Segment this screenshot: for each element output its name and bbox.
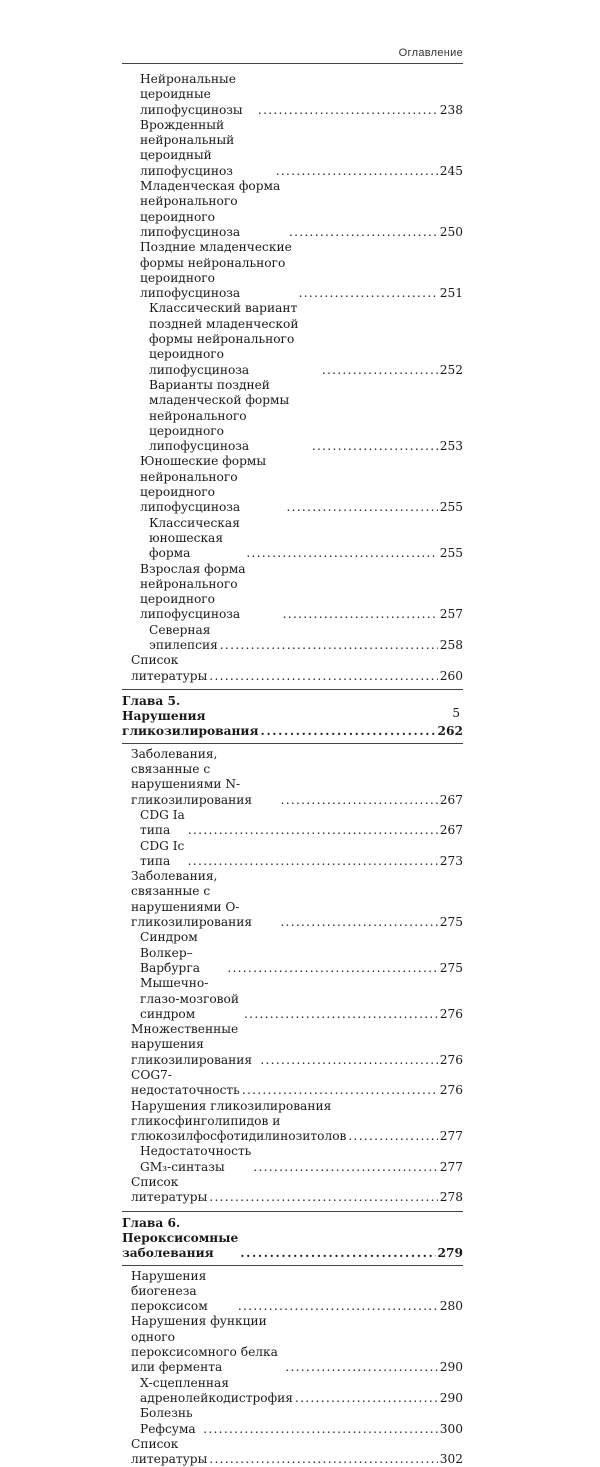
toc-entry-title: Х-сцепленная адренолейкодистрофия [140, 1375, 293, 1405]
toc-entry-page: 250 [439, 224, 463, 239]
toc-entry-title: Нарушения биогенеза пероксисом [131, 1268, 208, 1314]
toc-entry-title: Варианты поздней младенческой формы нейронального цероидного липофусциноза [149, 377, 290, 454]
dot-leader [260, 724, 435, 739]
running-header: Оглавление [398, 47, 463, 59]
dot-leader [209, 1452, 437, 1467]
toc-entry-title: Нарушения гликозилирования гликосфинголипидов и глюкозилфосфотидилинозитолов [131, 1098, 347, 1144]
dot-leader [289, 225, 438, 240]
toc-entry-page: 255 [439, 546, 463, 561]
dot-leader [283, 607, 438, 622]
toc-entry[interactable] [122, 516, 463, 562]
toc-entry-title: Синдром Волкер–Варбурга [140, 930, 200, 975]
toc-entry-page: 276 [439, 1052, 463, 1067]
toc-entry-page: 267 [439, 823, 463, 838]
toc-entry-page: 277 [439, 1129, 463, 1144]
dot-leader [322, 363, 438, 378]
toc-entry-page: 277 [439, 1159, 463, 1174]
toc-entry[interactable] [122, 930, 463, 976]
toc-entry-title: Заболевания, связанные с нарушениями О-гликозилирования [131, 869, 253, 930]
toc-entry-title: Младенческая форма нейронального цероидного липофусциноза [140, 179, 281, 239]
page-number: 5 [452, 706, 460, 720]
toc-entry-title: Взрослая форма нейронального цероидного липофусциноза [140, 561, 246, 622]
dot-leader [246, 546, 437, 561]
dot-leader [203, 1422, 438, 1437]
toc-entry[interactable] [122, 747, 463, 808]
dot-leader [285, 1360, 437, 1375]
toc-entry-title: Множественные нарушения гликозилирования [131, 1022, 253, 1067]
toc-entry-title: Глава 5. Нарушения гликозилирования [122, 693, 259, 739]
toc-entry-page: 262 [437, 724, 463, 739]
toc-entry-title: CDG Ic типа [140, 838, 185, 868]
toc-entry[interactable] [122, 118, 463, 179]
toc-entry-page: 302 [439, 1452, 463, 1467]
dot-leader [276, 164, 438, 179]
dot-leader [188, 854, 438, 869]
toc-entry-title: Северная эпилепсия [149, 622, 218, 652]
toc-entry-title: COG7-недостаточность [131, 1068, 240, 1098]
dot-leader [258, 103, 438, 118]
dot-leader [209, 669, 437, 684]
toc-entry-title: Врожденный нейрональный цероидный липофусциноз [140, 117, 235, 178]
dot-leader [280, 915, 437, 930]
toc-entry[interactable] [122, 240, 463, 301]
toc-entry-title: Болезнь Рефсума [140, 1406, 196, 1436]
dot-leader [295, 1391, 438, 1406]
dot-leader [281, 793, 438, 808]
toc-entry-page: 280 [439, 1299, 463, 1314]
toc-entry-page: 251 [439, 286, 463, 301]
toc-entry-page: 260 [439, 668, 463, 683]
toc-entry[interactable] [122, 1175, 463, 1206]
toc-entry[interactable] [122, 808, 463, 839]
chapter-separator [122, 1265, 463, 1266]
toc-entry[interactable] [122, 1022, 463, 1068]
toc-entry-page: 267 [439, 792, 463, 807]
dot-leader [286, 500, 437, 515]
toc-entry-title: Мышечно-глазо-мозговой синдром [140, 976, 240, 1021]
toc-entry-page: 276 [439, 1006, 463, 1021]
toc-entry[interactable] [122, 1406, 463, 1437]
dot-leader [188, 823, 438, 838]
toc-entry-page: 257 [439, 607, 463, 622]
toc-entry-page: 300 [439, 1421, 463, 1436]
toc-entry-page: 255 [439, 500, 463, 515]
dot-leader [240, 1246, 435, 1261]
dot-leader [244, 1007, 438, 1022]
chapter-separator [122, 1211, 463, 1212]
chapter-separator [122, 689, 463, 690]
toc-entry[interactable] [122, 1437, 463, 1467]
toc-entry[interactable] [122, 623, 463, 654]
chapter-separator [122, 743, 463, 744]
toc-entry[interactable] [122, 1269, 463, 1315]
toc-chapter-entry[interactable] [122, 1216, 463, 1262]
dot-leader [253, 1160, 437, 1175]
toc-entry-title: Заболевания, связанные с нарушениями N-гликозилирования [131, 746, 253, 807]
toc-entry[interactable] [122, 1099, 463, 1145]
toc-entry-title: Список литературы [131, 653, 208, 683]
toc-entry[interactable] [122, 653, 463, 684]
toc-entry[interactable] [122, 1314, 463, 1375]
toc-entry[interactable] [122, 976, 463, 1022]
toc-entry[interactable] [122, 72, 463, 118]
dot-leader [238, 1299, 438, 1314]
toc-entry[interactable] [122, 301, 463, 377]
toc-entry-page: 252 [439, 362, 463, 377]
toc-chapter-entry[interactable] [122, 694, 463, 740]
toc-entry-title: Список литературы [131, 1175, 208, 1205]
toc-entry[interactable] [122, 839, 463, 870]
toc-entry-title: Поздние младенческие формы нейронального цероидного липофусциноза [140, 240, 292, 301]
toc-entry[interactable] [122, 1376, 463, 1407]
toc-entry-page: 273 [439, 853, 463, 868]
toc-entry-page: 275 [439, 915, 463, 930]
dot-leader [312, 439, 438, 454]
dot-leader [227, 961, 437, 976]
toc-entry-title: Список литературы [131, 1436, 208, 1467]
toc-entry[interactable] [122, 454, 463, 515]
toc-entry-page: 290 [439, 1390, 463, 1405]
toc-entry[interactable] [122, 179, 463, 240]
toc-entry-page: 279 [437, 1246, 463, 1261]
toc-entry-page: 275 [439, 960, 463, 975]
table-of-contents [122, 72, 463, 1467]
toc-entry-page: 276 [439, 1083, 463, 1098]
dot-leader [220, 638, 438, 653]
toc-entry[interactable] [122, 378, 463, 454]
dot-leader [242, 1083, 438, 1098]
toc-entry-page: 238 [439, 102, 463, 117]
toc-entry-page: 245 [439, 163, 463, 178]
dot-leader [260, 1053, 437, 1068]
toc-entry-page: 253 [439, 439, 463, 454]
toc-entry-page: 290 [439, 1360, 463, 1375]
toc-entry-page: 258 [439, 637, 463, 652]
toc-entry-title: Нейрональные цероидные липофусцинозы [140, 72, 243, 117]
toc-entry[interactable] [122, 1144, 463, 1175]
toc-entry[interactable] [122, 1068, 463, 1099]
toc-entry-title: Глава 6. Пероксисомные заболевания [122, 1215, 239, 1261]
dot-leader [299, 286, 438, 301]
header-rule [122, 63, 463, 64]
toc-entry-title: Классический вариант поздней младенческой формы нейронального цероидного липофусциноза [149, 301, 299, 377]
toc-entry-title: Недостаточность GM₃-синтазы [140, 1144, 252, 1174]
toc-entry-title: CDG Ia типа [140, 807, 185, 838]
toc-entry[interactable] [122, 562, 463, 623]
dot-leader [209, 1190, 437, 1205]
toc-entry-title: Юношеские формы нейронального цероидного липофусциноза [140, 454, 267, 515]
toc-entry[interactable] [122, 869, 463, 930]
toc-entry-page: 278 [439, 1190, 463, 1205]
toc-entry-title: Нарушения функции одного пероксисомного белка или фермента [131, 1314, 278, 1375]
toc-entry-title: Классическая юношеская форма [149, 515, 240, 561]
dot-leader [348, 1129, 437, 1144]
